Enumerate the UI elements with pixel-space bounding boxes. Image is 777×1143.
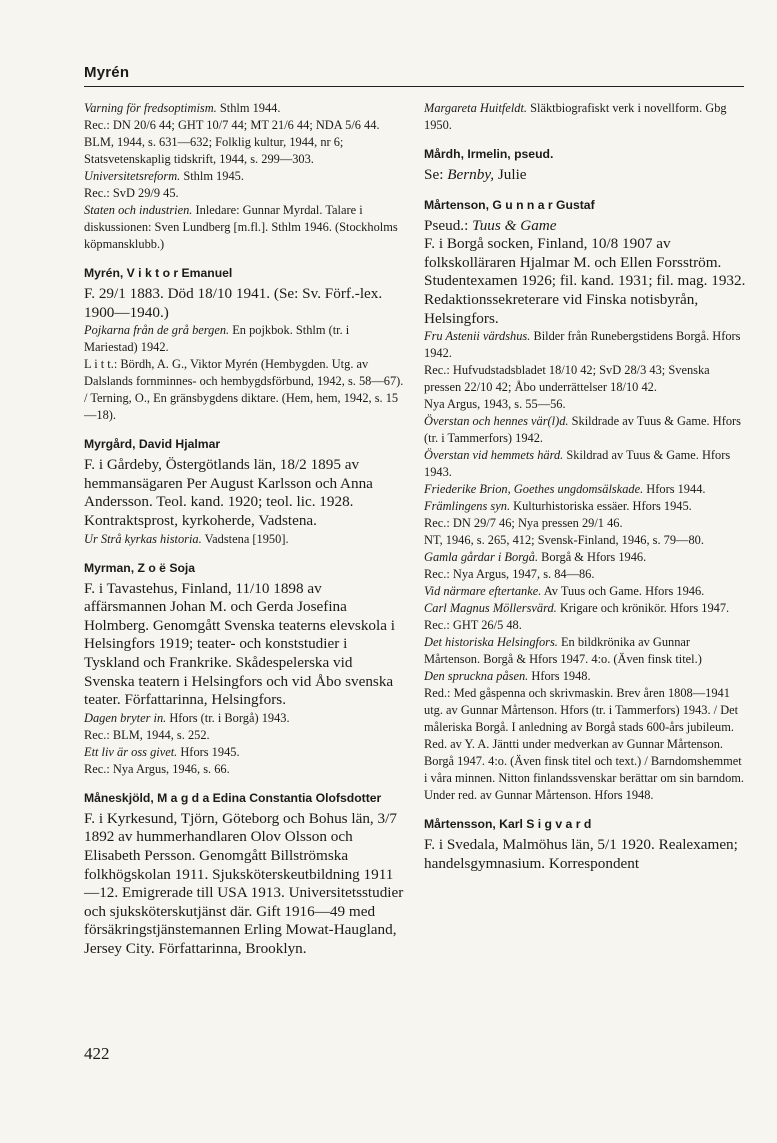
entry-continued xyxy=(424,100,746,134)
work-title: Friederike Brion, Goethes ungdomsälskade. xyxy=(424,482,644,497)
work-line xyxy=(424,600,746,617)
biography-text: F. i Gårdeby, Östergötlands län, 18/2 1895 av hemmansägaren Per August Karlsson och Anna Andersson. Teol. kand. 1920; teol. lic. 1928. Kontraktsprost, kyrkoherde, Vadstena. xyxy=(84,456,373,529)
biography-text: F. 29/1 1883. Död 18/10 1941. (Se: Sv. Förf.-lex. 1900—1940.) xyxy=(84,285,383,321)
review-line: Rec.: Hufvudstadsbladet 18/10 42; SvD 28/3 43; Svenska pressen 22/10 42; Åbo underrättelser 18/10 42. xyxy=(424,363,710,395)
work-details: Skildrade av Tuus & Game. Hfors (tr. i Tammerfors) 1942. xyxy=(424,414,741,446)
work-line xyxy=(424,413,746,447)
work-details: Borgå & Hfors 1946. xyxy=(538,550,647,565)
pseudonym-line xyxy=(424,217,746,236)
work-title: Staten och industrien. xyxy=(84,203,193,217)
review-line: Rec.: Nya Argus, 1946, s. 66. xyxy=(84,761,230,776)
review-line: Rec.: Nya Argus, 1947, s. 84—86. xyxy=(424,567,595,582)
work-title: Gamla gårdar i Borgå. xyxy=(424,550,539,565)
review-line: Nya Argus, 1943, s. 55—56. xyxy=(424,397,566,412)
entry-martensson xyxy=(424,816,746,873)
entry-heading: Myrgård, David Hjalmar xyxy=(84,437,221,452)
work-title: Margareta Huitfeldt. xyxy=(424,101,528,115)
work-line xyxy=(84,322,406,356)
work-line xyxy=(84,744,406,761)
entry-myrgard xyxy=(84,436,406,547)
work-line xyxy=(424,481,746,498)
review-line: Rec.: GHT 26/5 48. xyxy=(424,618,522,633)
work-line xyxy=(424,668,746,685)
work-title: Universitetsreform. xyxy=(84,169,181,183)
work-title: Främlingens syn. xyxy=(424,499,511,514)
review-line: Rec.: SvD 29/9 45. xyxy=(84,186,179,200)
work-details: Släktbiografiskt verk i novellform. Gbg 1950. xyxy=(424,101,727,132)
review-line: BLM, 1944, s. 631—632; Folklig kultur, 1944, nr 6; Statsvetenskaplig tidskrift, 1944, s. 299—303. xyxy=(84,135,344,166)
work-details: Hfors 1945. xyxy=(177,744,240,759)
entry-martenson xyxy=(424,197,746,805)
work-line xyxy=(84,531,406,548)
work-line xyxy=(424,447,746,481)
left-column xyxy=(84,100,406,958)
work-title: Det historiska Helsingfors. xyxy=(424,635,558,650)
entry-myrman xyxy=(84,560,406,778)
editor-line: Red.: Med gåspenna och skrivmaskin. Brev åren 1808—1941 utg. av Gunnar Mårtenson. Hfors (tr. i Tammerfors) 1943. / Det måleriska Borgå. I anledning av Borgå stads 600-års jubileum. Red. av Y. A. Jäntti under medverkan av Gunnar Mårtenson. Borgå 1947. 4:o. (Även finsk titel och text.) / Barndomshemmet i våra minnen. Nitton finlandssvenskar berättar om sin barndom. Under red. av Gunnar Mårtenson. Hfors 1948. xyxy=(424,686,745,803)
biography-text: F. i Tavastehus, Finland, 11/10 1898 av affärsmannen Johan M. och Gerda Josefina Holmberg. Genomgått Svenska teaterns elevskola i Helsingfors 1919; teater- och konststudier i Tyskland och Frankrike. Skådespelerska vid Svenska teatern i Helsingfors och vid Åbo svenska teater. Författarinna, Helsingfors. xyxy=(84,579,395,709)
entry-heading: Mårtensson, Karl S i g v a r d xyxy=(424,817,592,832)
work-details: Vadstena [1950]. xyxy=(201,531,289,546)
review-line: Rec.: BLM, 1944, s. 252. xyxy=(84,727,210,742)
work-details: Inledare: Gunnar Myrdal. Talare i diskussionen: Sven Lundberg [m.fl.]. Sthlm 1946. (Stockholms köpmansklubb.) xyxy=(84,203,398,251)
work-title: Överstan vid hemmets härd. xyxy=(424,448,564,463)
work-details: Hfors 1944. xyxy=(643,482,706,497)
pseudonym-label: Pseud.: xyxy=(424,216,473,234)
work-title: Varning för fredsoptimism. xyxy=(84,101,217,115)
work-line xyxy=(424,549,746,566)
biography-text: F. i Svedala, Malmöhus län, 5/1 1920. Realexamen; handelsgymnasium. Korrespondent xyxy=(424,836,738,872)
entry-myren xyxy=(84,265,406,424)
cross-reference xyxy=(424,166,746,185)
entry-myrdal-continued xyxy=(84,100,406,253)
work-details: Hfors (tr. i Borgå) 1943. xyxy=(166,710,290,725)
entry-heading: Myrén, V i k t o r Emanuel xyxy=(84,266,233,280)
work-details: Krigare och krönikör. Hfors 1947. xyxy=(556,601,730,616)
entry-mardh xyxy=(424,146,746,185)
work-details: Kulturhistoriska essäer. Hfors 1945. xyxy=(510,499,692,514)
work-line xyxy=(424,328,746,362)
work-line xyxy=(84,168,406,185)
see-name-rest: Julie xyxy=(494,166,527,183)
work-details: Skildrad av Tuus & Game. Hfors 1943. xyxy=(424,448,731,480)
work-title: Den spruckna påsen. xyxy=(424,669,529,684)
review-line: Rec.: DN 20/6 44; GHT 10/7 44; MT 21/6 44; NDA 5/6 44. xyxy=(84,118,380,132)
entry-heading: Mårtenson, G u n n a r Gustaf xyxy=(424,197,595,212)
work-details: En pojkbok. Sthlm (tr. i Mariestad) 1942. xyxy=(84,323,350,355)
work-title: Pojkarna från de grå bergen. xyxy=(84,323,230,338)
work-details: En bildkrönika av Gunnar Mårtenson. Borgå & Hfors 1947. 4:o. (Även finsk titel.) xyxy=(424,635,702,667)
page-number: 422 xyxy=(84,1044,110,1063)
work-line xyxy=(84,100,406,117)
work-line xyxy=(424,100,746,134)
work-line xyxy=(84,710,406,727)
see-label: Se: xyxy=(424,166,448,183)
literature-line: L i t t.: Bördh, A. G., Viktor Myrén (Hembygden. Utg. av Dalslands fornminnes- och hembygdsförbund, 1942, s. 58—67). / Terning, O., En gränsbygdens diktare. (Hem, hem, 1942, s. 15—18). xyxy=(84,357,404,423)
entry-heading: Myrman, Z o ë Soja xyxy=(84,560,196,575)
biography-text: F. i Borgå socken, Finland, 10/8 1907 av folkskolläraren Hjalmar M. och Ellen Forsström. Studentexamen 1926; fil. kand. 1931; fil. mag. 1932. Redaktionssekreterare vid Finska notisbyrån, Helsingfors. xyxy=(424,235,746,327)
work-line xyxy=(424,498,746,515)
work-title: Carl Magnus Möllersvärd. xyxy=(424,601,557,616)
biography-text: F. i Kyrkesund, Tjörn, Göteborg och Bohus län, 3/7 1892 av hummerhandlaren Olov Olsson och Elisabeth Persson. Genomgått Billströmska folkhögskolan 1911. Sjuksköterskeutbildning 1911—12. Emigrerade till USA 1913. Universitetsstudier och sjuksköterskutjänst där. Gift 1916—49 med försäkringstjänstemannen Erling Mowat-Haugland, Jersey City. Författarinna, Brooklyn. xyxy=(84,809,404,957)
header-rule xyxy=(84,86,744,87)
work-line xyxy=(424,634,746,668)
right-column xyxy=(424,100,746,873)
work-details: Bilder från Runebergstidens Borgå. Hfors 1942. xyxy=(424,329,741,361)
work-line xyxy=(84,202,406,253)
work-details: Sthlm 1945. xyxy=(180,169,244,183)
work-title: Fru Astenii värdshus. xyxy=(424,329,531,344)
work-title: Ur Strå kyrkas historia. xyxy=(84,531,202,546)
pseudonym-value: Tuus & Game xyxy=(472,216,557,234)
entry-heading: Mårdh, Irmelin, pseud. xyxy=(424,147,554,161)
running-head: Myrén xyxy=(84,64,130,81)
review-line: NT, 1946, s. 265, 412; Svensk-Finland, 1946, s. 79—80. xyxy=(424,533,704,548)
work-line xyxy=(424,583,746,600)
entry-maneskjold xyxy=(84,790,406,959)
review-line: Rec.: DN 29/7 46; Nya pressen 29/1 46. xyxy=(424,516,623,531)
work-title: Vid närmare eftertanke. xyxy=(424,584,542,599)
entry-heading: Måneskjöld, M a g d a Edina Constantia Olofsdotter xyxy=(84,790,382,805)
work-details: Hfors 1948. xyxy=(528,669,591,684)
work-title: Överstan och hennes vär(l)d. xyxy=(424,414,569,429)
work-title: Dagen bryter in. xyxy=(84,710,167,725)
work-title: Ett liv är oss givet. xyxy=(84,744,178,759)
work-details: Sthlm 1944. xyxy=(216,101,281,115)
work-details: Av Tuus och Game. Hfors 1946. xyxy=(541,584,705,599)
see-name: Bernby, xyxy=(447,166,495,183)
